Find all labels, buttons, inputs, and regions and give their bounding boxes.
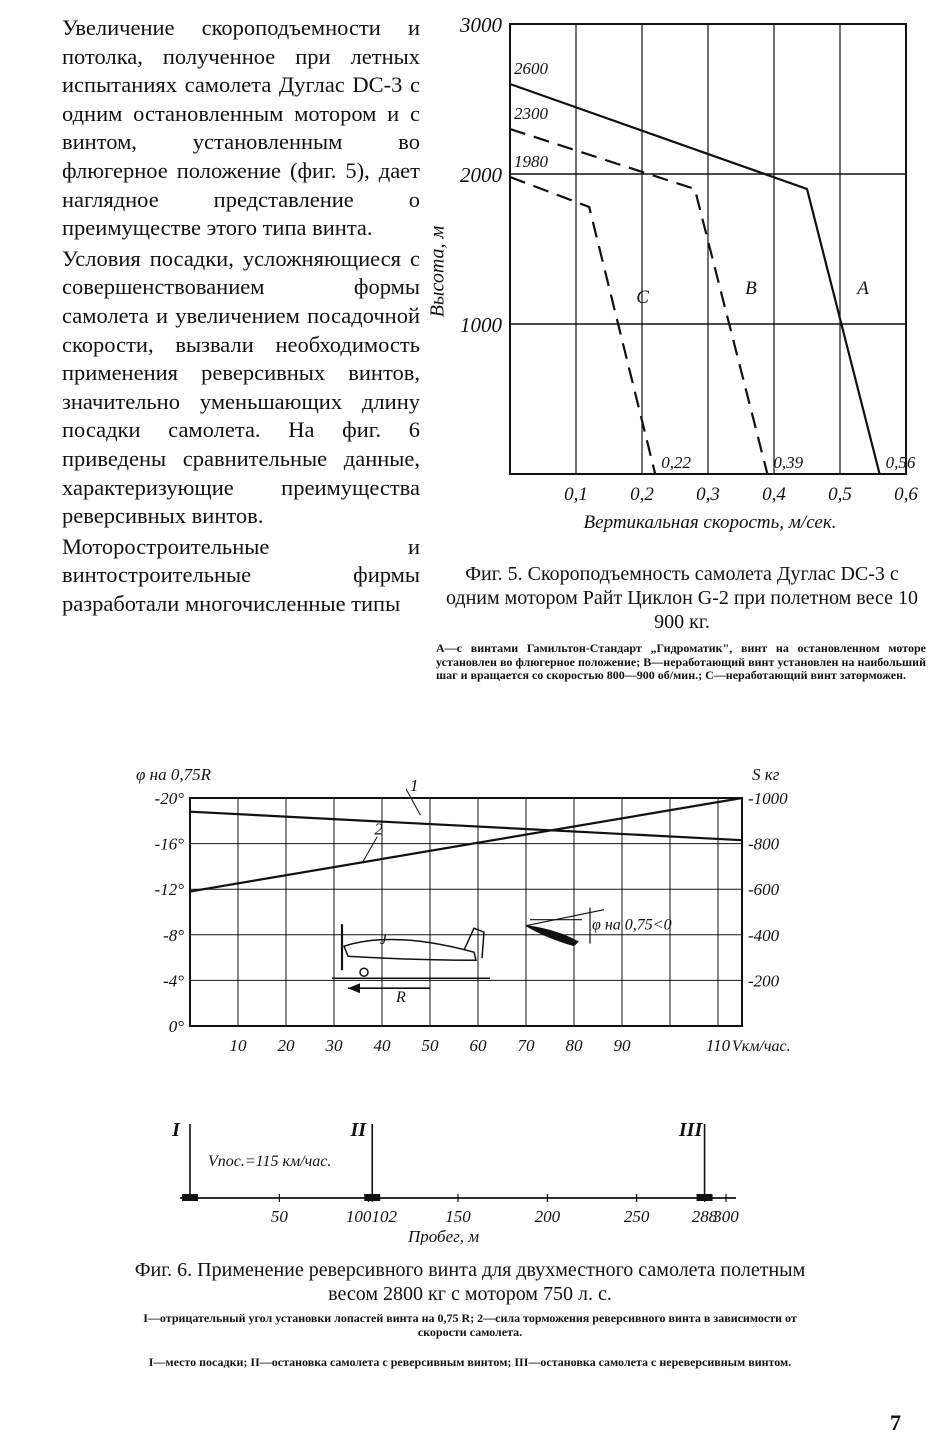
fig6-xtick: 40	[373, 1036, 391, 1055]
fig5-caption-note: A—с винтами Гамильтон-Стандарт „Гидроматик", винт на остановленном моторе установлен во флюгерное положение; B—неработающий винт установлен на наибольший шаг и вращается со скоростью 800—900 об/мин.; C—неработающий винт заторможен.	[436, 641, 926, 682]
fig5-chart	[420, 0, 940, 548]
angle-label: φ на 0,75<0	[592, 916, 672, 934]
fig6-left-tick: -8°	[163, 925, 184, 945]
fig6-left-axis-label: φ на 0,75R	[136, 765, 211, 784]
fig6-grid	[190, 798, 742, 1026]
thrust-arrowhead	[348, 983, 360, 993]
fig5-xtick: 0,2	[630, 484, 654, 505]
landing-speed-label: Vпос.=115 км/час.	[208, 1153, 332, 1170]
fig5-series-label: C	[636, 287, 649, 308]
fig5-grid	[510, 24, 906, 474]
fig5-caption-title: Фиг. 5. Скороподъемность самолета Дуглас DC-3 с одним мотором Райт Циклон G-2 при полетном весе 10 900 кг.	[445, 563, 919, 633]
paragraph-3: Моторостроительные и винтостроительные фирмы разработали многочисленные типы	[62, 533, 420, 616]
airplane-fuselage	[344, 939, 476, 960]
runway-mark-label: I	[172, 1119, 180, 1141]
fig6-left-tick: -16°	[154, 834, 184, 854]
airplane-wheel	[360, 968, 368, 976]
fig5-start-label: 1980	[514, 152, 548, 171]
fig5-end-label: 0,22	[661, 453, 691, 472]
fig5-ytick: 1000	[460, 313, 502, 337]
fig5-start-label: 2300	[514, 104, 548, 123]
fig6-right-tick: -600	[748, 880, 780, 900]
page-number: 7	[890, 1410, 901, 1435]
thrust-label: R	[396, 989, 406, 1007]
fig6-left-tick: -4°	[163, 971, 184, 991]
fig6-xtick: 20	[277, 1036, 295, 1055]
fig5-xtick: 0,6	[894, 484, 918, 505]
fig6-caption-note2: I—место посадки; II—остановка самолета с реверсивным винтом; III—остановка самолета с нереверсивным винтом.	[148, 1355, 792, 1369]
paragraph-1: Увеличение скороподъемности и потолка, полученное при летных испытаниях самолета Дуглас DC-3 с одним остановленным мотором и с винтом, установленным во флюгерное положение (фиг. 5), дает наглядное представление о преимуществе этого типа винта.	[62, 15, 420, 241]
fig6-label-leader	[363, 837, 377, 862]
fig6-xtick: 30	[325, 1036, 343, 1055]
fig6-inset	[332, 908, 672, 1007]
body-text	[62, 14, 420, 618]
fig5-end-label: 0,39	[773, 453, 804, 472]
runway-tick-label: 102	[371, 1207, 397, 1226]
fig5-xtick: 0,4	[762, 484, 786, 505]
fig5-ticks	[459, 13, 918, 505]
fig6-xtick: 10	[229, 1036, 247, 1055]
fig6-series-1	[190, 812, 742, 841]
runway-mark-label: II	[350, 1119, 367, 1141]
fig6-series	[190, 776, 742, 891]
runway-tick-label: 288	[691, 1207, 718, 1226]
fig6-x-unit: Vкм/час.	[732, 1038, 791, 1055]
fig5-xtick: 0,5	[828, 484, 852, 505]
fig6-right-tick: -400	[748, 925, 780, 945]
fig5-series-A	[510, 84, 880, 474]
fig6-runway	[150, 1110, 770, 1245]
paragraph-2: Условия посадки, усложняющиеся с совершенствованием формы самолета и увеличением посадочной скорости, вызвали необходимость применения реверсивных винтов, значительно уменьшающих длину посадки самолета. На фиг. 6 приведены сравнительные данные, характеризующие преимущества реверсивных винтов.	[62, 245, 420, 529]
fig6-xtick: 50	[421, 1036, 439, 1055]
fig5-end-label: 0,56	[885, 453, 916, 472]
fig5-series	[510, 59, 916, 474]
propeller-label: J	[380, 932, 387, 949]
runway-diagram	[171, 1119, 739, 1245]
fig5-start-label: 2600	[514, 59, 548, 78]
fig6-xtick: 80	[565, 1036, 583, 1055]
runway-marker-block	[182, 1194, 198, 1201]
fig6-xtick: 110	[705, 1036, 731, 1055]
fig6-right-tick: -800	[748, 834, 780, 854]
fig6-series-2-label: 2	[374, 819, 383, 839]
fig6-caption-note1: I—отрицательный угол установки лопастей винта на 0,75 R; 2—сила торможения реверсивного винта в зависимости от скорости самолета.	[143, 1311, 797, 1339]
runway-tick-label: 50	[270, 1207, 288, 1226]
fig5-series-label: B	[745, 278, 757, 299]
fig6-right-tick: -200	[748, 971, 780, 991]
runway-marker-block	[697, 1194, 713, 1201]
runway-axis-label: Пробег, м	[408, 1227, 480, 1245]
fig6-xtick: 70	[517, 1036, 535, 1055]
runway-marker-block	[364, 1194, 380, 1201]
fig5-ylabel-wrap	[418, 225, 454, 318]
fig6-right-tick: -1000	[748, 789, 788, 808]
blade-section	[526, 926, 578, 946]
fig6-caption-title: Фиг. 6. Применение реверсивного винта для двухместного самолета полетным весом 2800 кг с мотором 750 л. с.	[134, 1259, 806, 1305]
runway-tick-label: 100	[345, 1207, 372, 1226]
fig6-frame	[190, 798, 742, 1026]
fig6-xtick: 60	[469, 1036, 487, 1055]
runway-tick-label: 150	[445, 1207, 471, 1226]
fig5-series-label: A	[857, 278, 869, 299]
fig6-series-1-label: 1	[410, 776, 419, 796]
fig6-left-tick: 0°	[168, 1017, 184, 1036]
fig5-xtick: 0,1	[564, 484, 588, 505]
fig5-ytick: 2000	[460, 163, 502, 187]
fig6-left-tick: -20°	[154, 789, 184, 808]
fig5-xlabel: Вертикальная скорость, м/сек.	[583, 512, 837, 533]
fig6-xtick: 90	[613, 1036, 631, 1055]
fig5-ytick: 3000	[460, 13, 502, 37]
runway-mark-label: III	[678, 1119, 703, 1141]
fig5-series-C	[510, 177, 655, 474]
fig6-left-tick: -12°	[154, 880, 184, 900]
runway-tick-label: 250	[623, 1207, 650, 1226]
fig5-ylabel-text: Высота, м	[426, 225, 449, 318]
fig6-ticks	[136, 765, 791, 1055]
fig5-xtick: 0,3	[696, 484, 720, 505]
fig6-series-2	[190, 798, 742, 891]
fig6-right-axis-label: S кг	[752, 765, 780, 784]
fig6-chart	[130, 760, 810, 1060]
runway-tick-label: 300	[713, 1207, 739, 1226]
runway-tick-label: 200	[534, 1207, 561, 1226]
